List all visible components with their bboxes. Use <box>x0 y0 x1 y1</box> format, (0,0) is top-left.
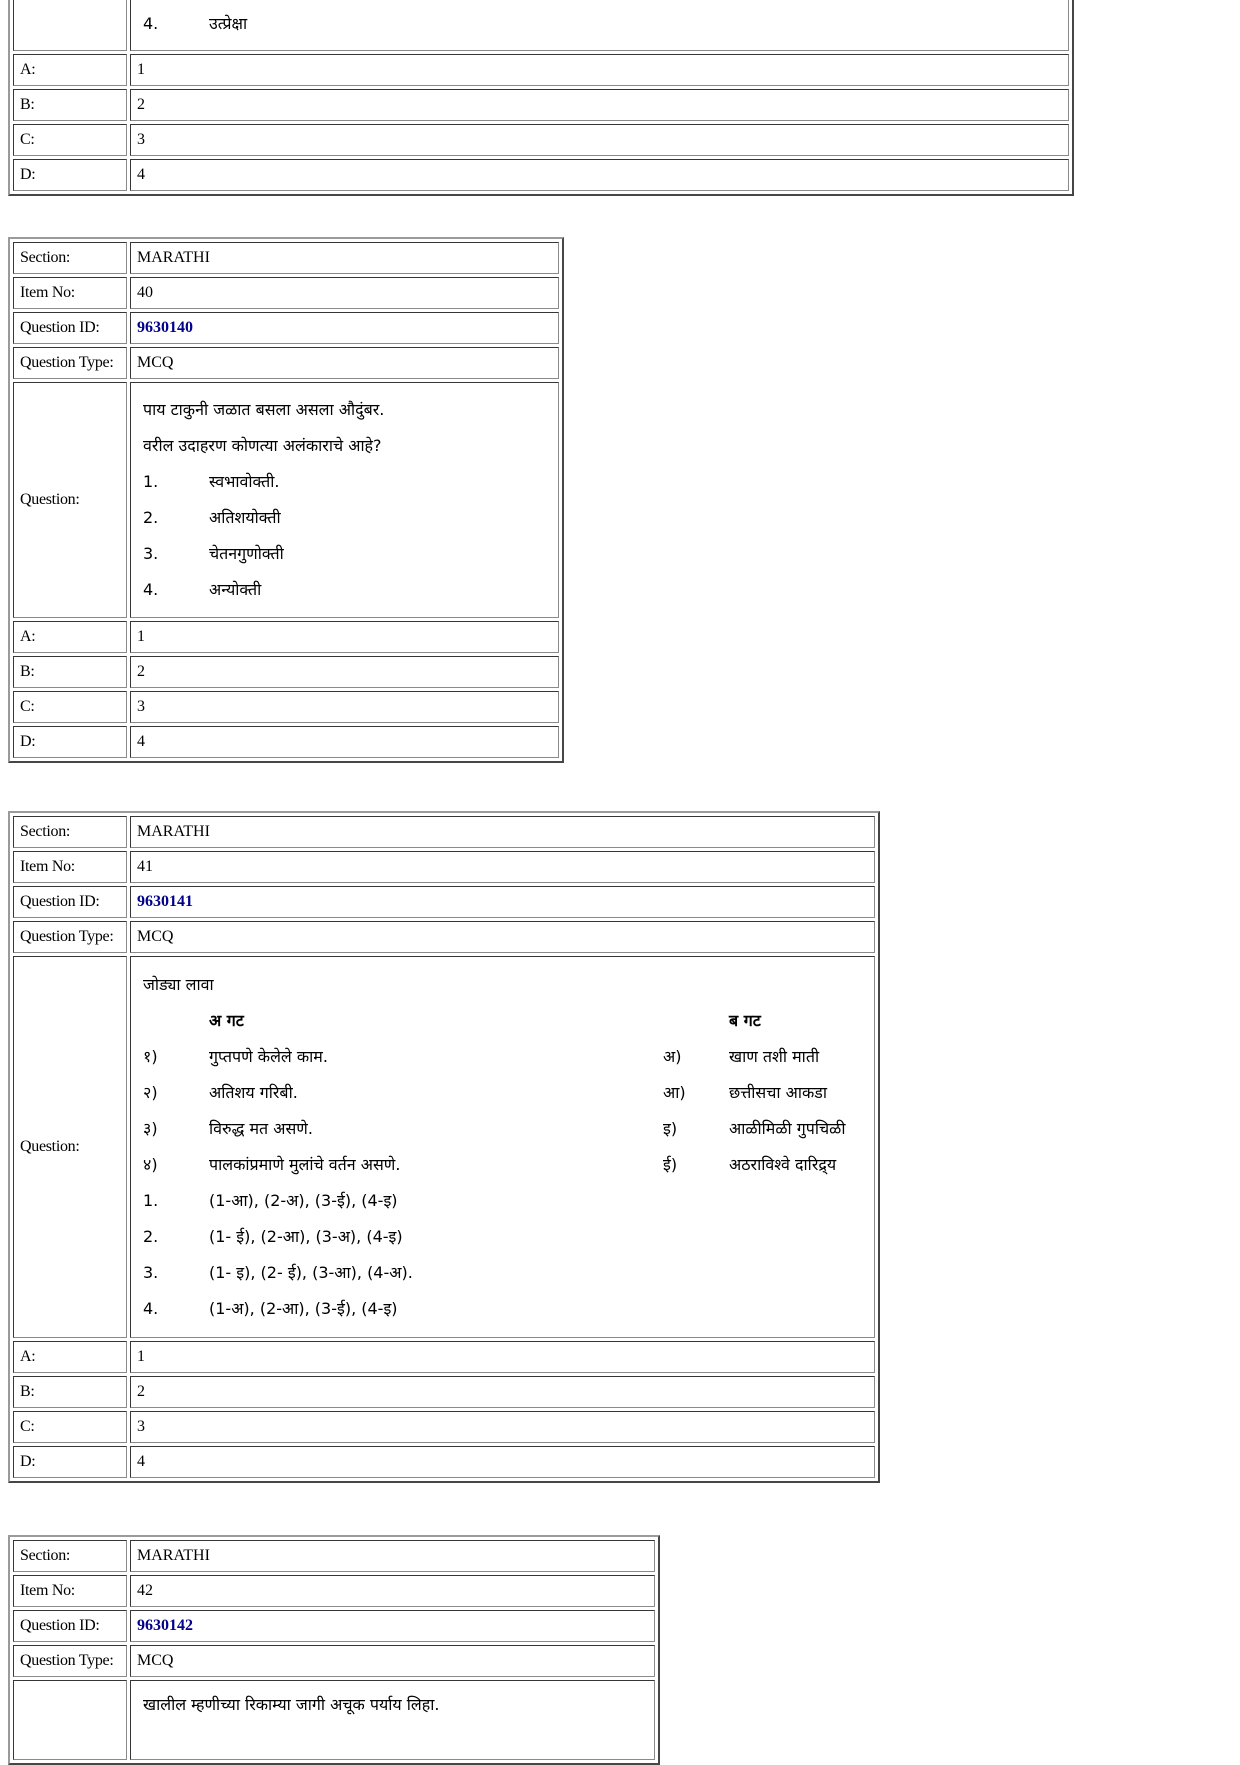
right-letter: इ) <box>663 1119 678 1138</box>
answer-c-row <box>13 124 1069 156</box>
item-no-row <box>13 851 875 883</box>
answer-c-value: 3 <box>130 691 559 723</box>
match-header <box>143 1003 866 1039</box>
question-label: Question: <box>13 956 127 1338</box>
group-a-heading: अ गट <box>209 1011 244 1030</box>
match-row <box>143 1147 866 1183</box>
answer-a-row <box>13 54 1069 86</box>
answer-b-row <box>13 1376 875 1408</box>
answer-b-value: 2 <box>130 89 1069 121</box>
section-value: MARATHI <box>130 816 875 848</box>
option-text: (1- ई), (2-आ), (3-अ), (4-इ) <box>209 1227 403 1246</box>
section-row <box>13 242 559 274</box>
question-row <box>13 0 1069 51</box>
answer-b-label: B: <box>13 1376 127 1408</box>
answer-c-label: C: <box>13 124 127 156</box>
option-4 <box>143 1291 866 1327</box>
match-row <box>143 1075 866 1111</box>
question-type-label: Question Type: <box>13 1645 127 1677</box>
right-item: अठराविश्वे दारिद्र्य <box>729 1155 837 1174</box>
question-41-table <box>8 811 880 1483</box>
question-row <box>13 956 875 1338</box>
item-no-label: Item No: <box>13 851 127 883</box>
answer-a-label: A: <box>13 621 127 653</box>
option-text: अतिशयोक्ती <box>209 508 281 527</box>
question-row <box>13 382 559 618</box>
option-number: 1. <box>143 1191 159 1210</box>
question-id-label: Question ID: <box>13 312 127 344</box>
match-row <box>143 1039 866 1075</box>
question-type-row <box>13 347 559 379</box>
option-number: 1. <box>143 472 159 491</box>
answer-d-row <box>13 159 1069 191</box>
answer-a-label: A: <box>13 1341 127 1373</box>
question-id-value: 9630140 <box>130 312 559 344</box>
match-row <box>143 1111 866 1147</box>
left-number: २) <box>143 1083 158 1102</box>
answer-c-value: 3 <box>130 124 1069 156</box>
option-text: स्वभावोक्ती. <box>209 472 280 491</box>
question-body <box>130 382 559 618</box>
question-42-table <box>8 1535 660 1765</box>
option-number: 4. <box>143 1299 159 1318</box>
option-text: (1- इ), (2- ई), (3-आ), (4-अ). <box>209 1263 413 1282</box>
option-2 <box>143 1219 866 1255</box>
answer-d-label: D: <box>13 159 127 191</box>
option-number: 4. <box>143 580 159 599</box>
left-number: १) <box>143 1047 158 1066</box>
question-label: Question: <box>13 382 127 618</box>
option-text: उत्प्रेक्षा <box>209 14 248 33</box>
option-text: (1-आ), (2-अ), (3-ई), (4-इ) <box>209 1191 398 1210</box>
answer-b-value: 2 <box>130 1376 875 1408</box>
question-id-row <box>13 312 559 344</box>
right-letter: अ) <box>663 1047 682 1066</box>
question-body <box>130 956 875 1338</box>
question-id-label: Question ID: <box>13 1610 127 1642</box>
option-number: 2. <box>143 1227 159 1246</box>
option-4 <box>143 6 1060 42</box>
question-stem-line: पाय टाकुनी जळात बसला असला औदुंबर. <box>143 400 385 419</box>
question-40-table <box>8 237 564 763</box>
answer-d-value: 4 <box>130 159 1069 191</box>
question-id-row <box>13 1610 655 1642</box>
question-id-label: Question ID: <box>13 886 127 918</box>
answer-b-row <box>13 656 559 688</box>
section-row <box>13 816 875 848</box>
option-text: (1-अ), (2-आ), (3-ई), (4-इ) <box>209 1299 398 1318</box>
section-label: Section: <box>13 1540 127 1572</box>
answer-c-value: 3 <box>130 1411 875 1443</box>
item-no-label: Item No: <box>13 1575 127 1607</box>
section-label: Section: <box>13 242 127 274</box>
answer-a-value: 1 <box>130 1341 875 1373</box>
question-type-label: Question Type: <box>13 921 127 953</box>
option-3 <box>143 536 550 572</box>
right-item: छत्तीसचा आकडा <box>729 1083 827 1102</box>
option-1 <box>143 1183 866 1219</box>
question-stem: जोड्या लावा <box>143 975 214 994</box>
item-no-value: 41 <box>130 851 875 883</box>
answer-a-value: 1 <box>130 54 1069 86</box>
option-text: अन्योक्ती <box>209 580 262 599</box>
question-stem-line: वरील उदाहरण कोणत्या अलंकाराचे आहे? <box>143 436 382 455</box>
left-item: अतिशय गरिबी. <box>209 1083 298 1102</box>
answer-d-value: 4 <box>130 1446 875 1478</box>
left-number: ४) <box>143 1155 158 1174</box>
question-type-value: MCQ <box>130 347 559 379</box>
question-39-table <box>8 0 1074 196</box>
answer-d-label: D: <box>13 726 127 758</box>
option-number: 4. <box>143 14 159 33</box>
section-value: MARATHI <box>130 242 559 274</box>
option-3 <box>143 1255 866 1291</box>
question-type-row <box>13 1645 655 1677</box>
answer-a-row <box>13 1341 875 1373</box>
item-no-label: Item No: <box>13 277 127 309</box>
answer-a-row <box>13 621 559 653</box>
answer-c-row <box>13 691 559 723</box>
left-item: गुप्तपणे केलेले काम. <box>209 1047 328 1066</box>
left-item: पालकांप्रमाणे मुलांचे वर्तन असणे. <box>209 1155 401 1174</box>
answer-d-row <box>13 1446 875 1478</box>
question-label <box>13 0 127 51</box>
right-item: आळीमिळी गुपचिळी <box>729 1119 846 1138</box>
question-body <box>130 0 1069 51</box>
answer-d-row <box>13 726 559 758</box>
question-label <box>13 1680 127 1760</box>
item-no-value: 42 <box>130 1575 655 1607</box>
answer-d-label: D: <box>13 1446 127 1478</box>
question-row <box>13 1680 655 1760</box>
question-type-label: Question Type: <box>13 347 127 379</box>
section-value: MARATHI <box>130 1540 655 1572</box>
option-4 <box>143 572 550 608</box>
answer-b-label: B: <box>13 656 127 688</box>
group-b-heading: ब गट <box>729 1011 761 1030</box>
question-type-value: MCQ <box>130 921 875 953</box>
item-no-value: 40 <box>130 277 559 309</box>
answer-a-value: 1 <box>130 621 559 653</box>
question-stem: खालील म्हणीच्या रिकाम्या जागी अचूक पर्याय लिहा. <box>143 1695 440 1714</box>
option-number: 3. <box>143 1263 159 1282</box>
question-id-value: 9630142 <box>130 1610 655 1642</box>
answer-b-label: B: <box>13 89 127 121</box>
question-type-value: MCQ <box>130 1645 655 1677</box>
section-row <box>13 1540 655 1572</box>
answer-d-value: 4 <box>130 726 559 758</box>
section-label: Section: <box>13 816 127 848</box>
item-no-row <box>13 277 559 309</box>
option-text: चेतनगुणोक्ती <box>209 544 284 563</box>
answer-c-row <box>13 1411 875 1443</box>
answer-a-label: A: <box>13 54 127 86</box>
left-item: विरुद्ध मत असणे. <box>209 1119 313 1138</box>
item-no-row <box>13 1575 655 1607</box>
right-letter: ई) <box>663 1155 678 1174</box>
question-id-row <box>13 886 875 918</box>
option-number: 3. <box>143 544 159 563</box>
right-letter: आ) <box>663 1083 686 1102</box>
question-type-row <box>13 921 875 953</box>
answer-b-value: 2 <box>130 656 559 688</box>
right-item: खाण तशी माती <box>729 1047 820 1066</box>
left-number: ३) <box>143 1119 158 1138</box>
option-1 <box>143 464 550 500</box>
option-2 <box>143 500 550 536</box>
answer-c-label: C: <box>13 691 127 723</box>
answer-b-row <box>13 89 1069 121</box>
option-number: 2. <box>143 508 159 527</box>
question-id-value: 9630141 <box>130 886 875 918</box>
answer-c-label: C: <box>13 1411 127 1443</box>
question-body <box>130 1680 655 1760</box>
